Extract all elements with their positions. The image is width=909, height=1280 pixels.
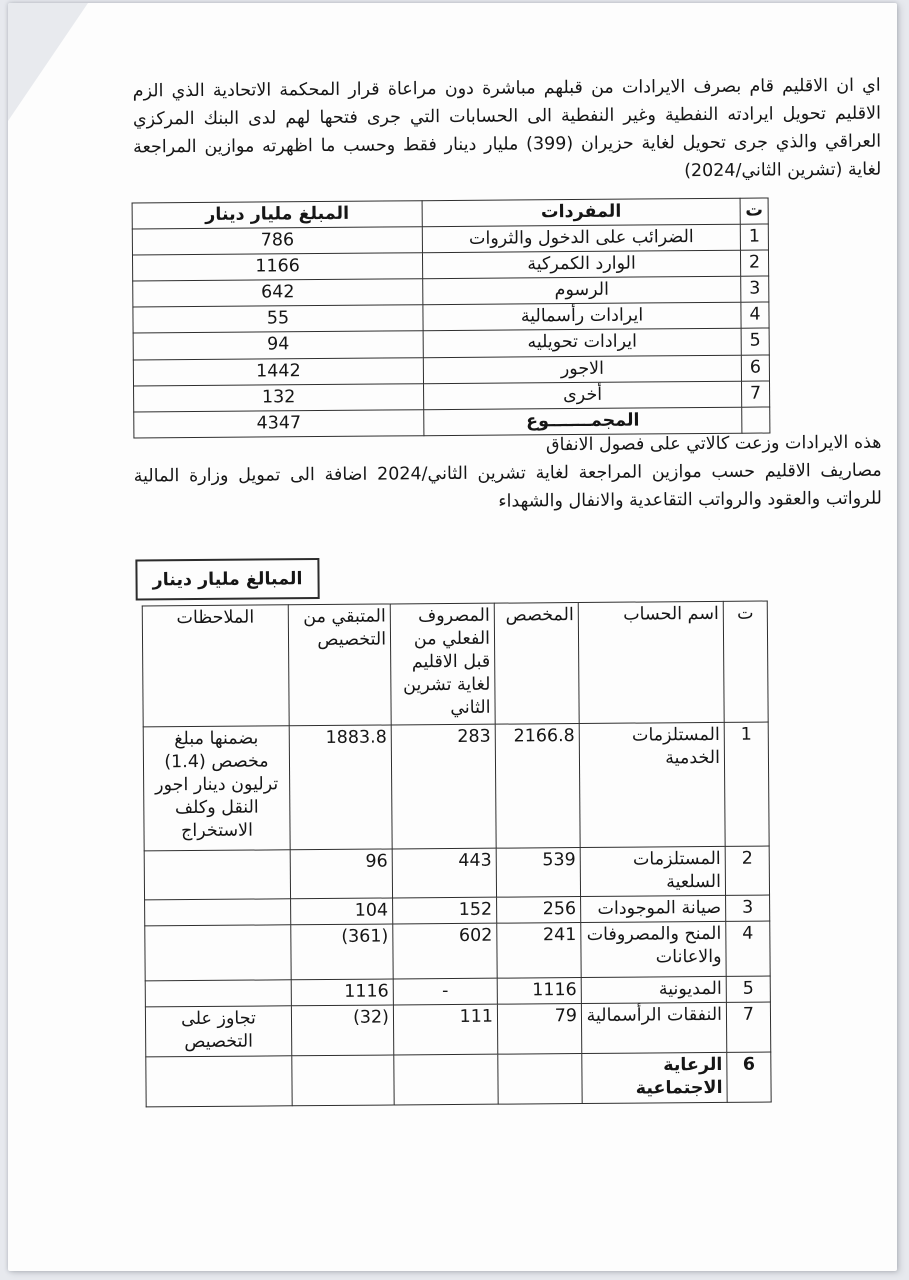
row-no: 5: [741, 328, 769, 354]
row-spent: 443: [392, 848, 496, 898]
table-row: [145, 921, 770, 981]
revenues-header-amount: المبلغ مليار دينار: [132, 201, 422, 229]
row-notes: [146, 1056, 292, 1106]
row-item: ايرادات تحويليه: [423, 329, 741, 358]
row-amount: 55: [133, 305, 423, 333]
revenues-header-item: المفردات: [422, 198, 740, 227]
expenses-header-account: اسم الحساب: [578, 601, 724, 723]
row-remaining: [292, 1055, 394, 1105]
expenses-header-row: [142, 601, 768, 727]
row-spent: 111: [393, 1005, 497, 1056]
row-no: 6: [727, 1052, 771, 1102]
revenues-header-no: ت: [740, 198, 768, 224]
row-item: ايرادات رأسمالية: [423, 303, 741, 332]
row-account: صيانة الموجودات: [581, 896, 726, 923]
row-spent: 283: [391, 724, 496, 849]
row-remaining: 1883.8: [289, 725, 392, 850]
row-item: الاجور: [423, 355, 741, 384]
row-no: 6: [741, 355, 769, 381]
row-account: الرعاية الاجتماعية: [582, 1053, 727, 1103]
table-row: [143, 722, 769, 851]
expenses-header-spent: المصروف الفعلي من قبل الاقليم لغاية تشرين الثاني: [390, 603, 495, 725]
table-row: [145, 1002, 770, 1057]
row-notes: بضمنها مبلغ مخصص (1.4) ترليون دينار اجور النقل وكلف الاستخراج: [143, 726, 290, 851]
total-label: المجمـــــــوع: [424, 407, 742, 436]
row-spent: [394, 1055, 498, 1105]
row-remaining: (32): [291, 1005, 393, 1056]
total-amount: 4347: [134, 409, 424, 437]
table-row: [146, 1052, 771, 1106]
row-remaining: (361): [291, 924, 393, 980]
row-allocated: 2166.8: [495, 724, 580, 849]
row-account: المستلزمات السلعية: [580, 846, 725, 896]
row-no: 3: [741, 276, 769, 302]
row-no: 3: [726, 895, 770, 921]
row-item: الوارد الكمركية: [422, 250, 740, 279]
expenses-header-allocated: المخصص: [494, 603, 579, 725]
row-allocated: 256: [497, 897, 581, 924]
row-notes: [145, 980, 291, 1007]
row-amount: 1166: [132, 253, 422, 281]
row-allocated: 79: [497, 1004, 581, 1055]
row-no: 4: [741, 302, 769, 328]
expenses-header-no: ت: [723, 601, 768, 722]
document-page: [8, 3, 897, 1271]
table-row: [144, 846, 769, 900]
row-account: المستلزمات الخدمية: [579, 722, 725, 847]
row-no: 7: [726, 1002, 770, 1052]
row-amount: 642: [133, 279, 423, 307]
row-amount: 1442: [133, 357, 423, 385]
row-no: 7: [741, 381, 769, 407]
expenses-paragraph: مصاريف الاقليم حسب موازين المراجعة لغاية تشرين الثاني/2024 اضافة الى تمويل وزارة المالية للرواتب والعقود والرواتب التقاعدية والانفال والشهداء: [133, 460, 883, 512]
expenses-header-notes: الملاحظات: [142, 605, 289, 727]
row-account: النفقات الرأسمالية: [581, 1003, 726, 1054]
amounts-unit-box: المبالغ مليار دينار: [135, 558, 319, 600]
page-content: [8, 3, 897, 1271]
row-notes: [144, 850, 290, 900]
row-spent: 602: [393, 923, 497, 979]
row-allocated: 539: [496, 848, 580, 898]
row-no: 2: [725, 846, 769, 896]
row-notes: [145, 925, 291, 981]
expenses-header-remaining: المتبقي من التخصيص: [288, 604, 391, 726]
row-no: 4: [726, 921, 770, 976]
row-no: 5: [726, 976, 770, 1002]
row-spent: 152: [393, 897, 497, 924]
row-account: المديونية: [581, 977, 726, 1004]
total-no: [742, 407, 770, 433]
row-amount: 94: [133, 331, 423, 359]
row-allocated: 241: [497, 923, 581, 979]
row-amount: 786: [132, 227, 422, 255]
row-no: 1: [740, 224, 768, 250]
row-spent: -: [393, 978, 497, 1005]
row-allocated: [498, 1054, 582, 1104]
row-remaining: 104: [291, 898, 393, 925]
row-amount: 132: [134, 383, 424, 411]
distribution-line: هذه الايرادات وزعت كالاتي على فصول الانفاق: [545, 432, 882, 456]
row-item: الضرائب على الدخول والثروات: [422, 224, 740, 253]
row-no: 1: [724, 722, 769, 846]
revenues-table: [132, 198, 771, 439]
row-account: المنح والمصروفات والاعانات: [581, 922, 726, 978]
row-notes: [145, 899, 291, 926]
row-remaining: 96: [290, 849, 392, 899]
row-remaining: 1116: [291, 979, 393, 1006]
intro-paragraph: اي ان الاقليم قام بصرف الايرادات من قبلهم مباشرة دون مراعاة قرار المحكمة الاتحادية الذي الزم الاقليم تحويل ايرادته النفطية وغير النفطية الى الحسابات التي جرى فتحها لهم لدى البنك المركزي العراقي والذي جرى تحويل لغاية حزيران (399) مليار دينار فقط وحسب ما اظهرته موازين المراجعة لغاية (تشرين الثاني/2024): [132, 75, 882, 182]
expenses-table: [142, 601, 772, 1107]
row-no: 2: [740, 250, 768, 276]
row-allocated: 1116: [497, 978, 581, 1005]
row-item: أخرى: [424, 381, 742, 410]
row-item: الرسوم: [423, 277, 741, 306]
row-notes: تجاوز على التخصيص: [145, 1006, 291, 1057]
